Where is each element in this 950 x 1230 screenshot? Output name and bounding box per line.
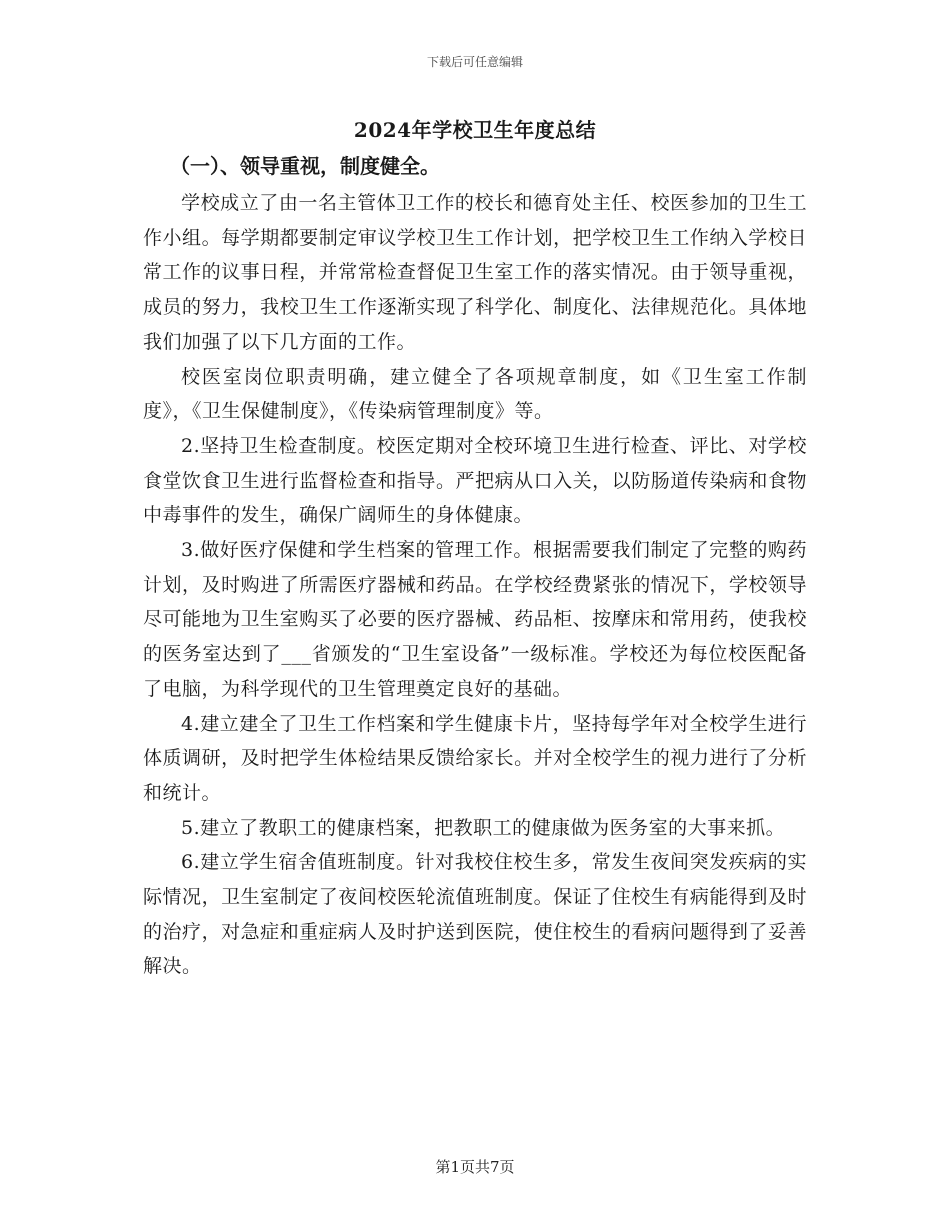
section-heading: （一）、领导重视，制度健全。 (170, 154, 440, 178)
paragraph-intro: 学校成立了由一名主管体卫工作的校长和德育处主任、校医参加的卫生工作小组。每学期都要制定审议学校卫生工作计划，把学校卫生工作纳入学校日常工作的议事日程，并常常检查督促卫生室工作的落实情况。由于领导重视，成员的努力，我校卫生工作逐渐实现了科学化、制度化、法律规范化。具体地我们加强了以下几方面的工作。 (143, 192, 807, 353)
paragraph-item-6: 6.建立学生宿舍值班制度。针对我校住校生多，常发生夜间突发疾病的实际情况，卫生室制定了夜间校医轮流值班制度。保证了住校生有病能得到及时的治疗，对急症和重症病人及时护送到医院，使住校生的看病问题得到了妥善解决。 (143, 851, 807, 978)
document-title: 2024年学校卫生年度总结 (353, 118, 597, 142)
paragraph-regulations: 校医室岗位职责明确，建立健全了各项规章制度，如《卫生室工作制度》，《卫生保健制度》，《传染病管理制度》等。 (143, 365, 807, 423)
paragraph-item-2: 2.坚持卫生检查制度。校医定期对全校环境卫生进行检查、评比、对学校食堂饮食卫生进行监督检查和指导。严把病从口入关，以防肠道传染病和食物中毒事件的发生，确保广阔师生的身体健康。 (143, 434, 807, 527)
page-header-note: 下载后可任意编辑 (426, 55, 523, 69)
document-body (143, 186, 807, 984)
paragraph-item-3: 3.做好医疗保健和学生档案的管理工作。根据需要我们制定了完整的购药计划，及时购进了所需医疗器械和药品。在学校经费紧张的情况下，学校领导尽可能地为卫生室购买了必要的医疗器械、药品柜、按摩床和常用药，使我校的医务室达到了___省颁发的“卫生室设备”一级标准。学校还为每位校医配备了电脑，为科学现代的卫生管理奠定良好的基础。 (143, 539, 807, 700)
paragraph-item-4: 4.建立建全了卫生工作档案和学生健康卡片，坚持每学年对全校学生进行体质调研，及时把学生体检结果反馈给家长。并对全校学生的视力进行了分析和统计。 (143, 712, 807, 804)
paragraph-item-5: 5.建立了教职工的健康档案，把教职工的健康做为医务室的大事来抓。 (181, 816, 786, 839)
page-number: 第1页共7页 (435, 1158, 515, 1176)
